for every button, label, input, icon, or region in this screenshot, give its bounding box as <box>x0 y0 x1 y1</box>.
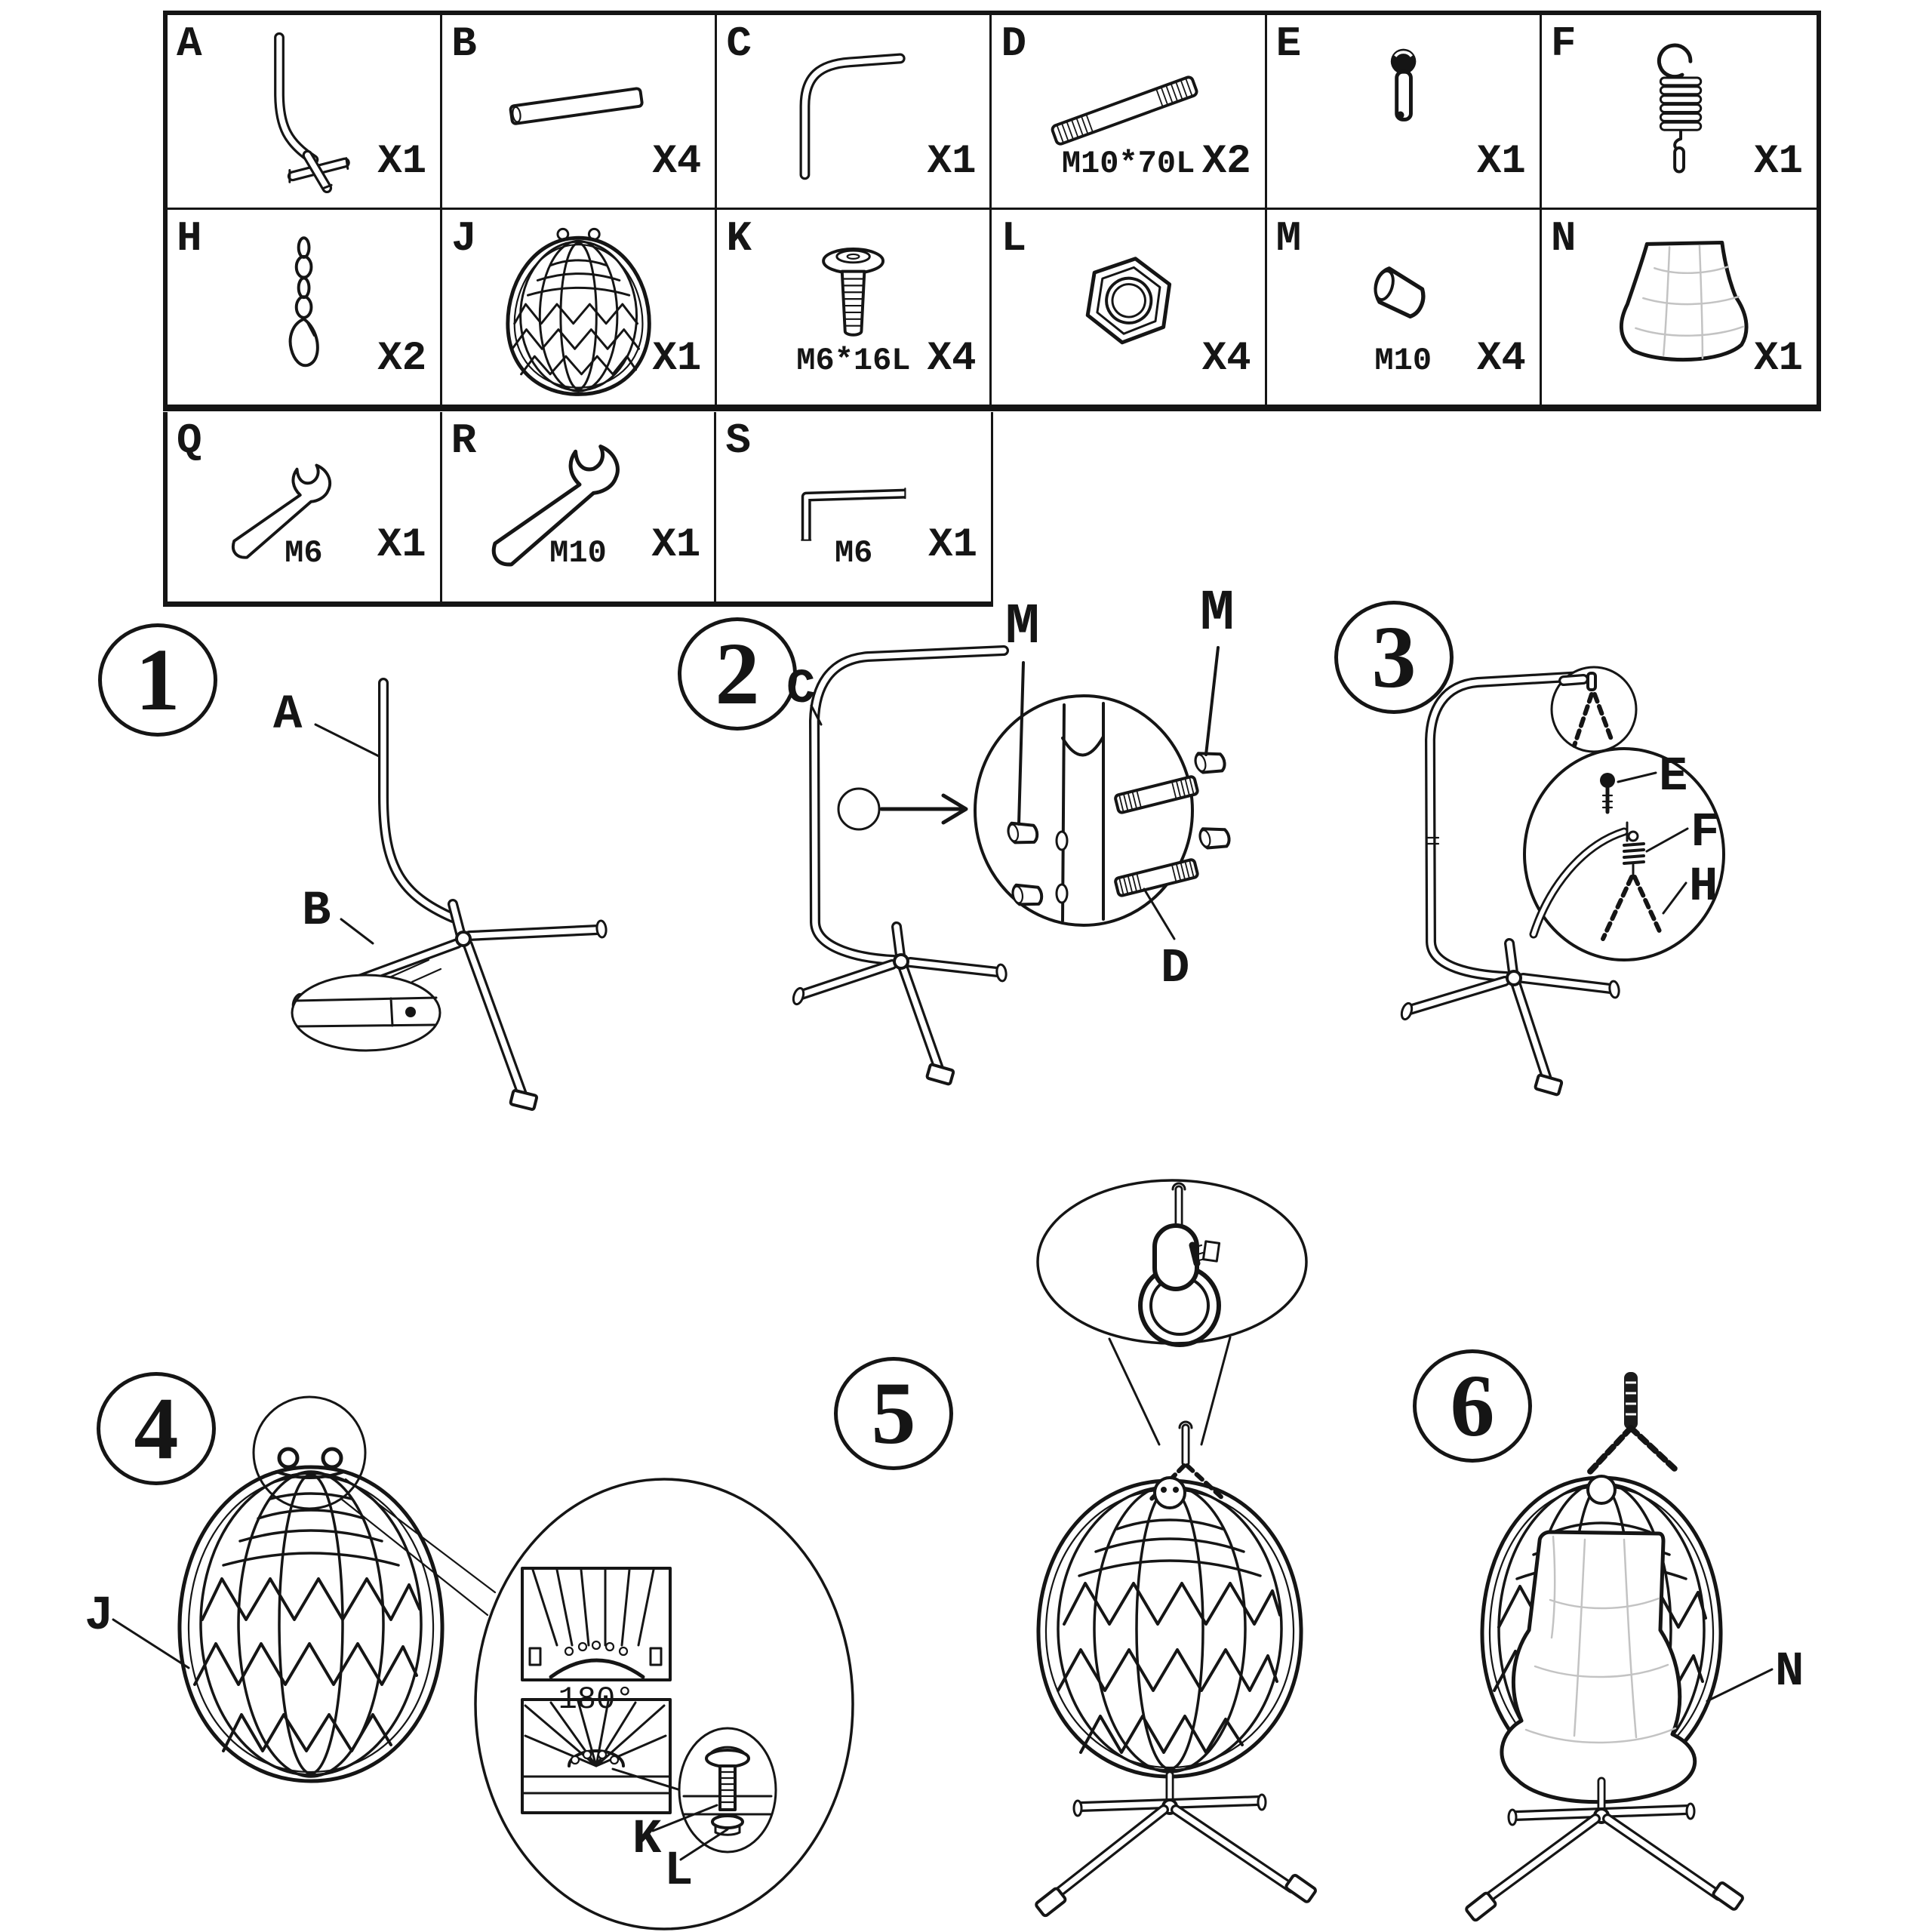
part-qty: X1 <box>927 139 977 185</box>
callout-label-c: C <box>786 663 816 717</box>
part-cell-c <box>717 15 992 210</box>
step-5-number: 5 <box>834 1357 953 1470</box>
part-letter: R <box>451 417 477 465</box>
parts-table-row-1 <box>168 15 1817 210</box>
part-cell-h <box>168 210 442 405</box>
step-4-number: 4 <box>97 1372 216 1485</box>
part-letter: N <box>1550 214 1577 263</box>
part-spec: M10 <box>1374 343 1432 379</box>
part-spec: M6*16L <box>796 343 911 379</box>
part-qty: X1 <box>928 522 977 568</box>
part-qty: X1 <box>377 522 426 568</box>
part-letter: B <box>451 20 477 68</box>
callout-label-m2: M <box>1200 581 1235 646</box>
part-qty: X4 <box>1201 336 1251 382</box>
step-2-number: 2 <box>678 617 797 731</box>
step-6 <box>1358 1177 1932 1932</box>
part-cell-r <box>442 412 717 601</box>
step-6-figure <box>1358 1177 1932 1932</box>
parts-table <box>163 11 1821 411</box>
step-3 <box>1283 589 1864 1147</box>
part-qty: X2 <box>377 336 427 382</box>
part-letter: H <box>177 214 202 263</box>
part-cell-f <box>1542 15 1817 210</box>
step-5 <box>815 1162 1374 1932</box>
callout-label-f: F <box>1690 806 1720 860</box>
step-5-figure <box>815 1162 1374 1932</box>
part-spec: M6 <box>834 535 873 571</box>
part-cell-s <box>716 412 991 601</box>
part-letter: Q <box>177 417 202 465</box>
step-1 <box>75 619 626 1132</box>
wrench-m10-icon <box>442 412 715 601</box>
step-3-number: 3 <box>1334 601 1454 714</box>
step-1-number: 1 <box>98 623 217 737</box>
callout-label-a: A <box>273 688 303 743</box>
callout-label-n: N <box>1775 1645 1804 1700</box>
part-letter: J <box>451 214 477 263</box>
part-letter: E <box>1275 20 1302 68</box>
step-2 <box>641 581 1283 1132</box>
angle-label: 180° <box>558 1681 635 1718</box>
part-qty: X4 <box>652 139 702 185</box>
part-qty: X1 <box>1477 139 1526 185</box>
callout-label-k: K <box>632 1813 662 1867</box>
callout-label-b: B <box>302 884 331 939</box>
part-qty: X1 <box>1754 139 1803 185</box>
part-letter: F <box>1550 20 1577 68</box>
parts-table-row-2 <box>168 210 1817 405</box>
part-letter: C <box>726 20 752 68</box>
step-6-number: 6 <box>1413 1349 1532 1463</box>
part-cell-j <box>442 210 717 405</box>
part-spec: M10*70L <box>1061 146 1195 182</box>
part-cell-a <box>168 15 442 210</box>
part-letter: L <box>1001 214 1027 263</box>
allen-key-icon <box>716 412 991 601</box>
part-letter: D <box>1001 20 1027 68</box>
step-4 <box>68 1343 868 1932</box>
part-cell-b <box>442 15 717 210</box>
part-letter: M <box>1275 214 1302 263</box>
callout-label-j: J <box>85 1589 114 1644</box>
callout-label-h: H <box>1689 860 1718 915</box>
callout-label-e: E <box>1659 750 1688 804</box>
part-qty: X1 <box>652 336 702 382</box>
part-qty: X1 <box>651 522 701 568</box>
part-cell-e <box>1267 15 1542 210</box>
part-cell-m <box>1267 210 1542 405</box>
part-qty: X4 <box>927 336 977 382</box>
parts-table-row-3 <box>163 412 993 607</box>
part-letter: A <box>177 20 202 68</box>
part-letter: S <box>725 417 751 465</box>
wrench-m6-icon <box>168 412 440 601</box>
part-qty: X1 <box>1754 336 1803 382</box>
callout-label-m1: M <box>1005 595 1040 660</box>
part-spec: M10 <box>549 535 607 571</box>
part-letter: K <box>726 214 752 263</box>
part-qty: X1 <box>377 139 427 185</box>
part-cell-d <box>992 15 1266 210</box>
callout-label-l: L <box>664 1844 694 1899</box>
part-spec: M6 <box>285 535 323 571</box>
part-cell-n <box>1542 210 1817 405</box>
part-cell-k <box>717 210 992 405</box>
part-qty: X4 <box>1477 336 1526 382</box>
part-qty: X2 <box>1201 139 1251 185</box>
part-cell-l <box>992 210 1266 405</box>
callout-label-d: D <box>1161 942 1190 996</box>
part-cell-q <box>168 412 442 601</box>
